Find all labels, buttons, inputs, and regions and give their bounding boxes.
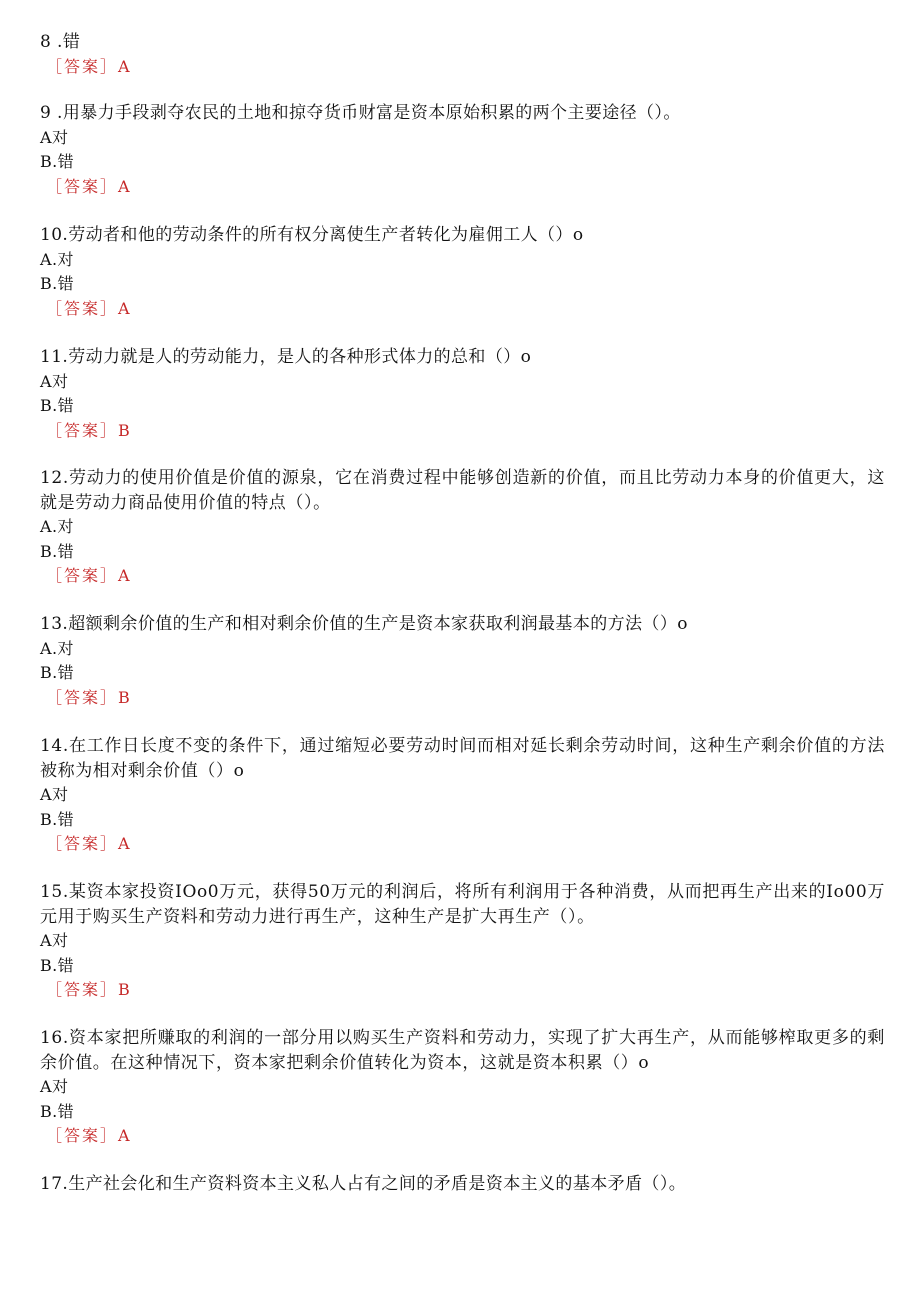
question-text: 16.资本家把所赚取的利润的一部分用以购买生产资料和劳动力，实现了扩大再生产，从而能够榨取更多的剩余价值。在这种情况下，资本家把剩余价值转化为资本，这就是资本积累（）o [40, 1028, 885, 1073]
option-b: B.错 [40, 274, 75, 293]
option-a: A对 [40, 127, 69, 147]
option-a: A对 [40, 371, 69, 391]
question-text: 17.生产社会化和生产资料资本主义私人占有之间的矛盾是资本主义的基本矛盾（）。 [40, 1174, 687, 1194]
question-9 [40, 101, 885, 199]
question-text: 12.劳动力的使用价值是价值的源泉，它在消费过程中能够创造新的价值，而且比劳动力本身的价值更大，这就是劳动力商品使用价值的特点（）。 [40, 468, 885, 513]
question-text: 13.超额剩余价值的生产和相对剩余价值的生产是资本家获取利润最基本的方法（）o [40, 614, 688, 634]
answer-label: ［答案］A [46, 56, 132, 76]
option-b: B.错 [40, 541, 75, 561]
option-b: B.错 [40, 809, 75, 829]
answer-label: ［答案］A [46, 176, 132, 196]
question-text: 14.在工作日长度不变的条件下，通过缩短必要劳动时间而相对延长剩余劳动时间，这种生产剩余价值的方法被称为相对剩余价值（）o [40, 736, 885, 781]
option-a: A.对 [40, 638, 74, 658]
question-text: 9 .用暴力手段剥夺农民的土地和掠夺货币财富是资本原始积累的两个主要途径（）。 [40, 103, 681, 123]
answer-label: ［答案］A [46, 1126, 132, 1145]
question-text: 15.某资本家投资IOo0万元，获得50万元的利润后，将所有利润用于各种消费，从而把再生产出来的Io00万元用于购买生产资料和劳动力进行再生产，这种生产是扩大再生产（）。 [40, 882, 885, 927]
option-b: B.错 [40, 663, 75, 682]
option-a: A对 [40, 1077, 69, 1096]
answer-label: ［答案］B [46, 687, 132, 707]
answer-label: ［答案］B [46, 420, 132, 440]
question-17 [40, 1172, 885, 1197]
answer-label: ［答案］A [46, 566, 132, 585]
answer-label: ［答案］B [46, 980, 132, 999]
option-a: A.对 [40, 249, 74, 269]
option-b: B.错 [40, 1101, 75, 1121]
option-a: A对 [40, 931, 69, 950]
question-13 [40, 612, 885, 710]
option-b: B.错 [40, 955, 75, 975]
question-15 [40, 880, 885, 1003]
question-16 [40, 1026, 885, 1149]
question-text: 10.劳动者和他的劳动条件的所有权分离使生产者转化为雇佣工人（）o [40, 225, 584, 245]
answer-label: ［答案］A [46, 834, 132, 853]
option-b: B.错 [40, 396, 75, 415]
question-11 [40, 345, 885, 443]
option-b: B.错 [40, 152, 75, 171]
question-12 [40, 466, 885, 589]
option-a: A.对 [40, 517, 74, 536]
question-text: 8 .错 [40, 32, 81, 52]
option-a: A对 [40, 785, 69, 804]
answer-label: ［答案］A [46, 298, 132, 318]
question-10 [40, 223, 885, 321]
question-8 [40, 30, 885, 79]
question-14 [40, 734, 885, 857]
question-text: 11.劳动力就是人的劳动能力，是人的各种形式体力的总和（）o [40, 347, 532, 367]
